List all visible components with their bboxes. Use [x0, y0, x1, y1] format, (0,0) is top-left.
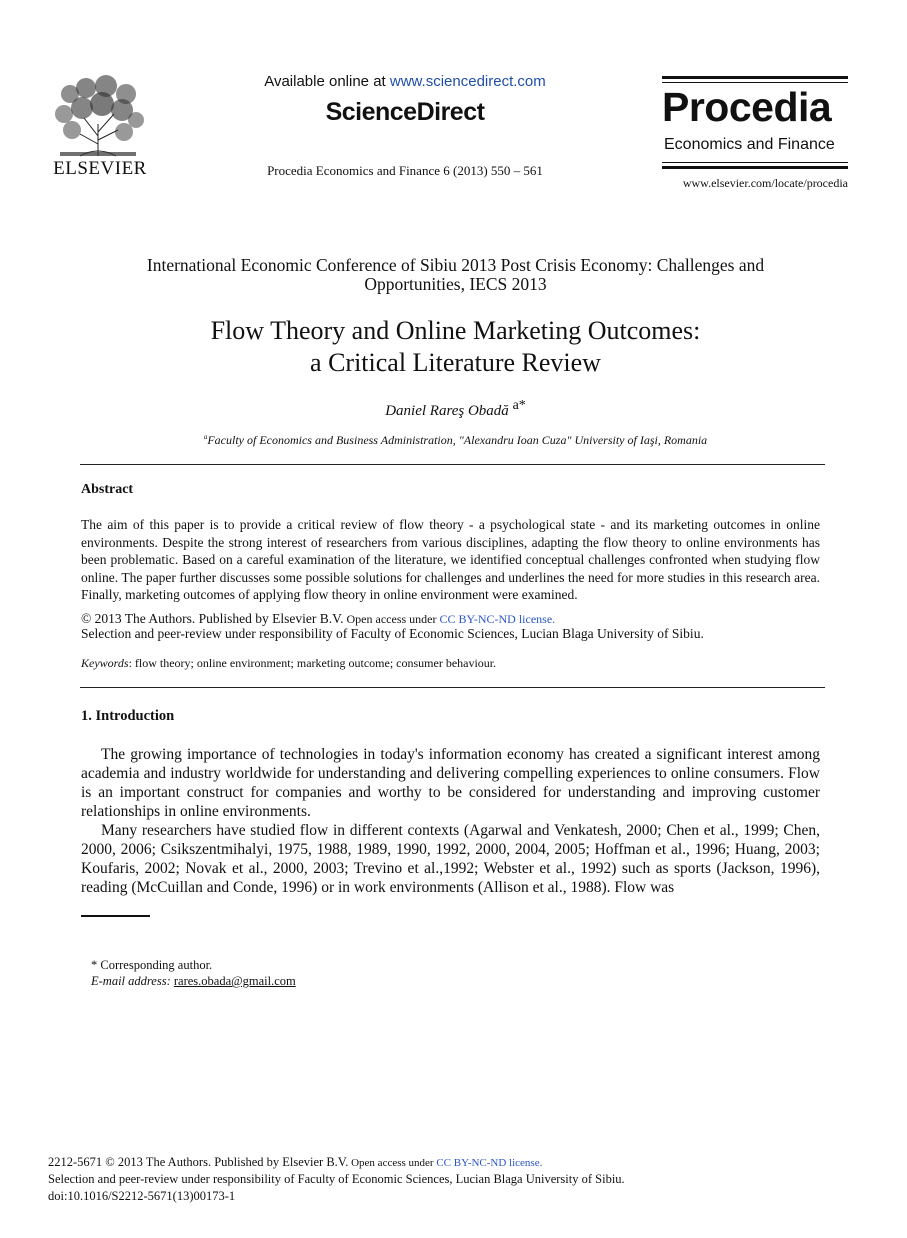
conference-name: International Economic Conference of Sibiu 2013 Post Crisis Economy: Challenges and Opportunities, IECS 2013	[146, 255, 765, 294]
paper-title-line-1: Flow Theory and Online Marketing Outcomes:	[210, 316, 701, 345]
divider-top	[80, 464, 825, 465]
affiliation-mark: a	[203, 433, 208, 441]
sciencedirect-brand: ScienceDirect	[325, 98, 485, 126]
footer-peer-review: Selection and peer-review under responsibility of Faculty of Economic Sciences, Lucian Blaga University of Sibiu.	[48, 1172, 625, 1186]
email-label: E-mail address:	[91, 974, 171, 988]
keywords-label: Keywords	[81, 656, 129, 670]
procedia-url[interactable]: www.elsevier.com/locate/procedia	[682, 176, 848, 190]
procedia-logo-subtitle: Economics and Finance	[664, 136, 835, 153]
footer-copyright	[48, 1155, 542, 1170]
affiliation	[100, 433, 811, 448]
email-link[interactable]: rares.obada@gmail.com	[173, 974, 296, 988]
footer-open-access: Open access under	[348, 1157, 437, 1169]
footer-license-link[interactable]: CC BY-NC-ND license.	[436, 1157, 543, 1169]
copyright-text: © 2013 The Authors. Published by Elsevier B.V.	[81, 611, 344, 626]
paper-title-line-2: a Critical Literature Review	[310, 348, 601, 377]
author-marks: a*	[512, 398, 526, 413]
available-prefix: Available online at	[264, 73, 390, 90]
keywords-list: : flow theory; online environment; marketing outcome; consumer behaviour.	[128, 656, 497, 670]
license-link[interactable]: CC BY-NC-ND license.	[439, 612, 556, 626]
journal-reference: Procedia Economics and Finance 6 (2013) 550 – 561	[267, 163, 543, 178]
procedia-logo-name: Procedia	[662, 84, 832, 130]
intro-paragraph-1: The growing importance of technologies in today's information economy has created a significant interest among academia and industry worldwide for understanding and delivering compelling experiences to online consumers. Flow is an important construct for companies and worthy to be considered for understanding and improving customer relationships in online environments.	[81, 746, 820, 820]
available-online	[210, 73, 600, 90]
footnote-rule	[81, 915, 150, 917]
intro-paragraph-2: Many researchers have studied flow in different contexts (Agarwal and Venkatesh, 2000; Chen et al., 1999; Chen, 2000, 2006; Csikszentmihalyi, 1975, 1988, 1989, 1990, 1992, 2000, 2004, 2005; Hoffman et al., 1996; Huang, 2003; Koufaris, 2002; Novak et al., 2000, 2003; Trevino et al.,1992; Webster et al., 1992) such as sports (Jackson, 1996), reading (McCuillan and Conde, 1996) or in work environments (Allison et al., 1988). Flow was	[81, 822, 820, 896]
peer-review-text: Selection and peer-review under responsibility of Faculty of Economic Sciences, Lucian Blaga University of Sibiu.	[81, 626, 704, 641]
sciencedirect-link[interactable]: www.sciencedirect.com	[389, 73, 546, 90]
procedia-rule	[662, 82, 848, 83]
author	[100, 398, 811, 420]
paper-title	[100, 315, 811, 379]
procedia-rule	[662, 166, 848, 169]
procedia-rule	[662, 76, 848, 79]
footer-copyright-text: 2212-5671 © 2013 The Authors. Published by Elsevier B.V.	[48, 1155, 349, 1169]
procedia-rule	[662, 162, 848, 163]
abstract-heading: Abstract	[81, 482, 134, 497]
affiliation-text: Faculty of Economics and Business Administration, "Alexandru Ioan Cuza" University of Iaşi, Romania	[207, 433, 708, 447]
section-heading-introduction: 1. Introduction	[81, 708, 175, 724]
publisher-wordmark: ELSEVIER	[53, 158, 147, 179]
footer-doi[interactable]: doi:10.1016/S2212-5671(13)00173-1	[48, 1189, 236, 1203]
abstract-text: The aim of this paper is to provide a critical review of flow theory - a psychological state - and its marketing outcomes in online environments. Despite the strong interest of researchers from various disciplines, adapting the flow theory to online environments has been problematic. Based on a careful examination of the literature, we identified conceptual challenges confronted when studying flow online. The paper further discusses some possible solutions for challenges and underlines the need for more studies in this research area. Finally, marketing outcomes of applying flow theory in online environment were examined.	[81, 517, 820, 602]
footnote-corresponding: * Corresponding author.	[91, 958, 213, 972]
divider-bottom	[80, 687, 825, 688]
author-name: Daniel Rareş Obadă	[385, 403, 509, 419]
keywords	[81, 656, 820, 671]
open-access-text: Open access under	[343, 612, 440, 626]
footnote-email	[91, 974, 296, 989]
